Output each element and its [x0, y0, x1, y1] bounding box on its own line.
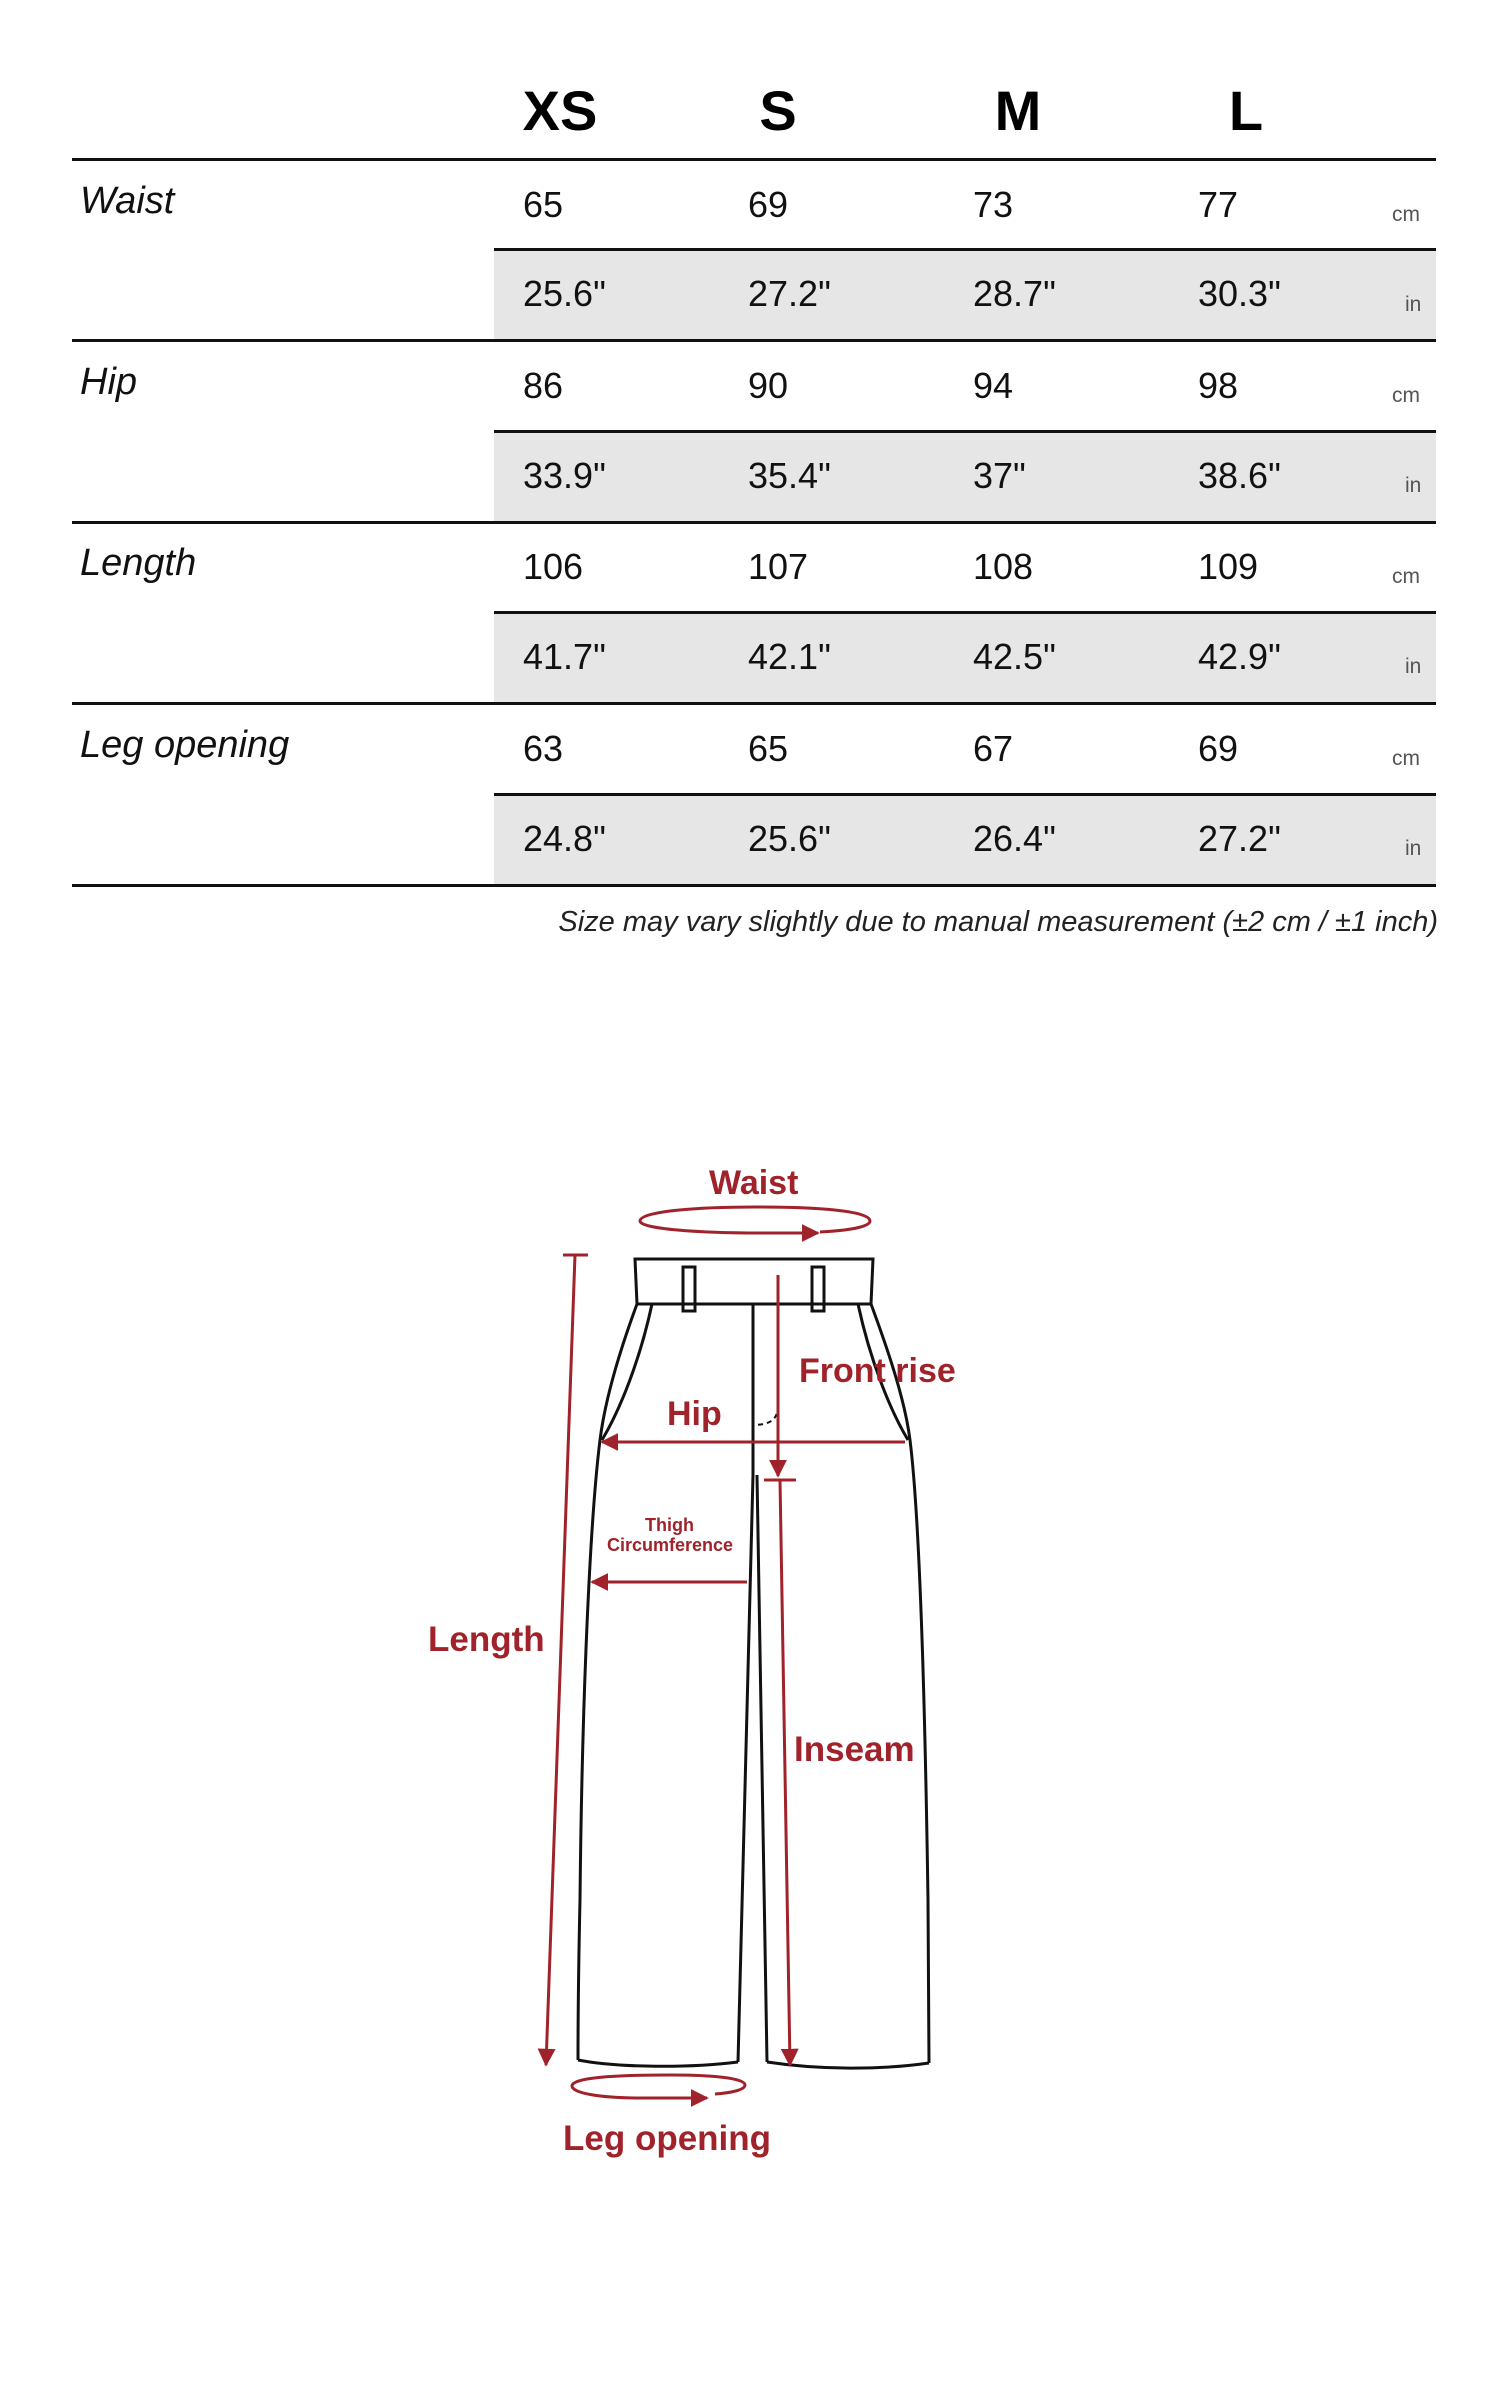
cell-leg-l-cm: 69	[1198, 728, 1239, 769]
cell-length-m-in: 42.5"	[973, 636, 1056, 677]
cell-length-xs-in: 41.7"	[523, 636, 606, 677]
diagram-label-leg-opening: Leg opening	[563, 2119, 772, 2158]
size-header-m: M	[994, 79, 1042, 142]
unit-cm: cm	[1392, 203, 1420, 226]
diagram-label-hip: Hip	[667, 1395, 722, 1433]
cell-length-l-cm: 109	[1198, 546, 1259, 587]
measurement-note: Size may vary slightly due to manual measurement (±2 cm / ±1 inch)	[558, 906, 1438, 938]
row-label-leg-opening: Leg opening	[80, 724, 290, 766]
cell-waist-s-cm: 69	[748, 184, 789, 225]
row-label-hip: Hip	[80, 361, 138, 403]
cell-length-l-in: 42.9"	[1198, 636, 1281, 677]
diagram-label-inseam: Inseam	[794, 1730, 915, 1769]
cell-leg-s-in: 25.6"	[748, 818, 831, 859]
cell-hip-xs-cm: 86	[523, 365, 564, 406]
unit-cm: cm	[1392, 384, 1420, 407]
unit-in: in	[1405, 655, 1422, 678]
cell-waist-s-in: 27.2"	[748, 273, 831, 314]
cell-waist-l-in: 30.3"	[1198, 273, 1281, 314]
cell-length-s-cm: 107	[748, 546, 809, 587]
cell-length-xs-cm: 106	[523, 546, 584, 587]
diagram-label-front-rise: Front rise	[799, 1352, 956, 1390]
cell-waist-m-in: 28.7"	[973, 273, 1056, 314]
diagram-label-circumference: Circumference	[607, 1535, 734, 1555]
cell-waist-m-cm: 73	[973, 184, 1014, 225]
unit-cm: cm	[1392, 565, 1420, 588]
unit-in: in	[1405, 474, 1422, 497]
cell-hip-s-in: 35.4"	[748, 455, 831, 496]
cell-hip-m-cm: 94	[973, 365, 1014, 406]
diagram-label-waist: Waist	[709, 1164, 799, 1202]
cell-length-m-cm: 108	[973, 546, 1034, 587]
size-header-l: L	[1228, 79, 1264, 142]
unit-cm: cm	[1392, 747, 1420, 770]
size-header-s: S	[759, 79, 797, 142]
cell-leg-xs-in: 24.8"	[523, 818, 606, 859]
cell-leg-m-cm: 67	[973, 728, 1014, 769]
fly-stitching	[752, 1306, 778, 1425]
row-label-waist: Waist	[80, 180, 175, 222]
cell-leg-m-in: 26.4"	[973, 818, 1056, 859]
cell-waist-l-cm: 77	[1198, 184, 1239, 225]
cell-leg-s-cm: 65	[748, 728, 789, 769]
diagram-label-length: Length	[428, 1620, 545, 1659]
cell-hip-l-in: 38.6"	[1198, 455, 1281, 496]
cell-waist-xs-cm: 65	[523, 184, 564, 225]
cell-leg-l-in: 27.2"	[1198, 818, 1281, 859]
diagram-label-thigh: Thigh	[645, 1515, 694, 1535]
measurement-lines	[546, 1207, 905, 2098]
cell-length-s-in: 42.1"	[748, 636, 831, 677]
cell-waist-xs-in: 25.6"	[523, 273, 606, 314]
cell-hip-l-cm: 98	[1198, 365, 1239, 406]
unit-in: in	[1405, 293, 1422, 316]
size-header-xs: XS	[522, 79, 598, 142]
cell-hip-s-cm: 90	[748, 365, 789, 406]
cell-hip-m-in: 37"	[973, 455, 1026, 496]
row-label-length: Length	[80, 542, 197, 584]
cell-hip-xs-in: 33.9"	[523, 455, 606, 496]
cell-leg-xs-cm: 63	[523, 728, 564, 769]
unit-in: in	[1405, 837, 1422, 860]
